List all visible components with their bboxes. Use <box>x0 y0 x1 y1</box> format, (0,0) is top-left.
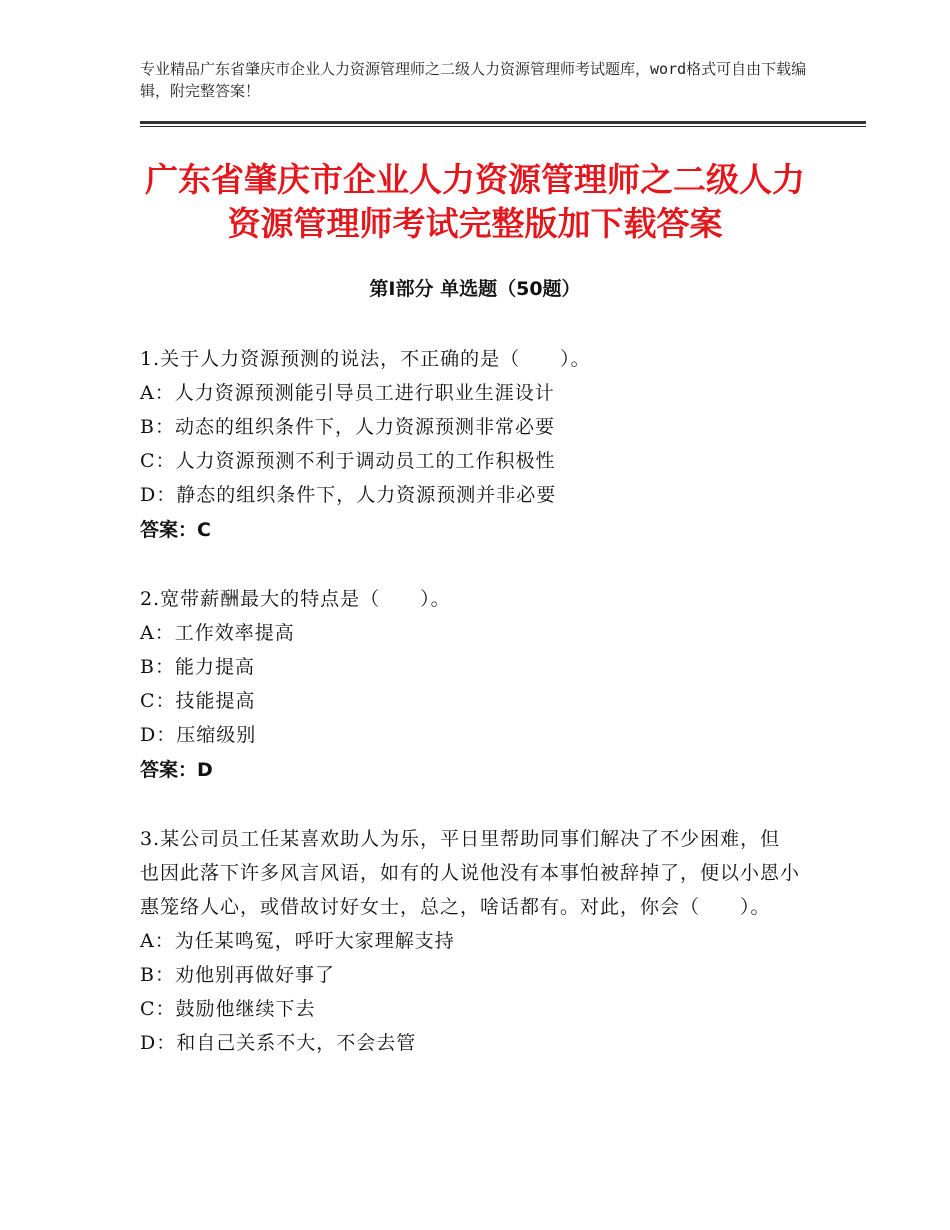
question-stem: 2.宽带薪酬最大的特点是（ ）。 <box>140 588 451 610</box>
option-a: A：为任某鸣冤，呼吁大家理解支持 <box>140 930 455 952</box>
option-c: C：人力资源预测不利于调动员工的工作积极性 <box>140 450 556 472</box>
answer-line: 答案：D <box>140 759 213 781</box>
question-2 <box>140 582 800 788</box>
question-3 <box>140 822 800 1060</box>
question-stem: 3.某公司员工任某喜欢助人为乐，平日里帮助同事们解决了不少困难，但也因此落下许多风言风语，如有的人说他没有本事怕被辞掉了，便以小恩小惠笼络人心，或借故讨好女士，总之，啥话都有。对此，你会（ ）。 <box>140 828 801 918</box>
option-c: C：鼓励他继续下去 <box>140 998 316 1020</box>
question-spacer <box>140 548 800 582</box>
header-rule-thin <box>140 126 866 127</box>
option-d: D：压缩级别 <box>140 724 257 746</box>
question-spacer <box>140 788 800 822</box>
option-a: A：工作效率提高 <box>140 622 295 644</box>
question-stem: 1.关于人力资源预测的说法，不正确的是（ ）。 <box>140 348 591 370</box>
section-heading: 第Ⅰ部分 单选题（50题） <box>369 278 581 300</box>
header-rule-thick <box>140 121 866 124</box>
option-d: D：静态的组织条件下，人力资源预测并非必要 <box>140 484 557 506</box>
option-a: A：人力资源预测能引导员工进行职业生涯设计 <box>140 382 555 404</box>
option-b: B：劝他别再做好事了 <box>140 964 335 986</box>
answer-line: 答案：C <box>140 519 211 541</box>
option-c: C：技能提高 <box>140 690 256 712</box>
question-1 <box>140 342 800 548</box>
option-b: B：动态的组织条件下，人力资源预测非常必要 <box>140 416 555 438</box>
option-d: D：和自己关系不大，不会去管 <box>140 1032 417 1054</box>
document-title: 广东省肇庆市企业人力资源管理师之二级人力资源管理师考试完整版加下载答案 <box>145 160 805 243</box>
header-note: 专业精品广东省肇庆市企业人力资源管理师之二级人力资源管理师考试题库，word格式可自由下载编辑，附完整答案！ <box>140 60 807 100</box>
option-b: B：能力提高 <box>140 656 255 678</box>
question-list <box>140 342 800 1060</box>
